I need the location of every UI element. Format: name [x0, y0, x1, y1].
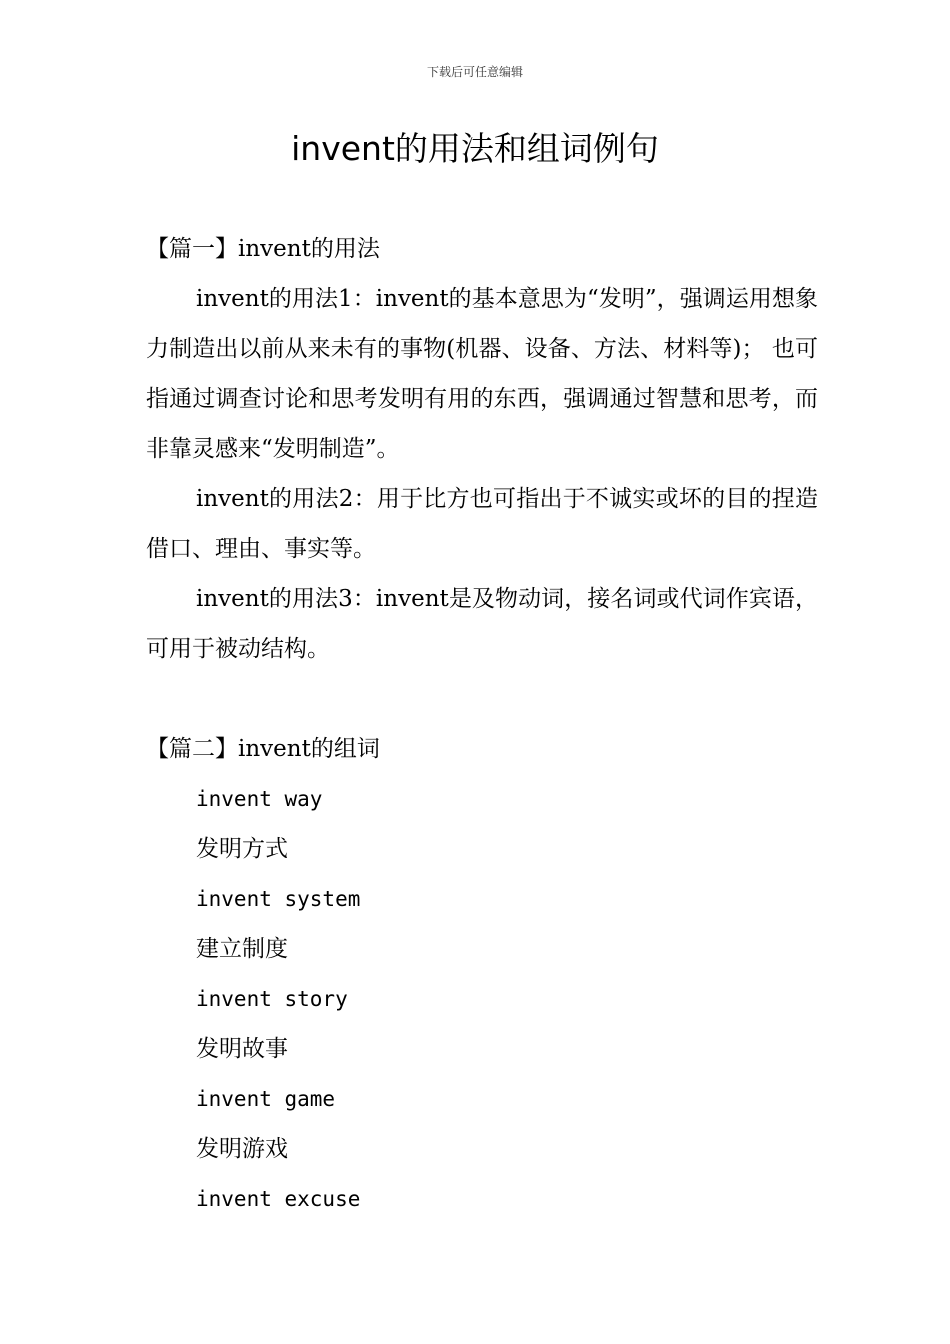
phrase-list [146, 774, 818, 1224]
phrase-english: invent system [196, 887, 361, 911]
phrase-translation: 建立制度 [196, 936, 288, 962]
document-body [146, 224, 818, 1224]
usage-paragraph-2: invent的用法2：用于比方也可指出于不诚实或坏的目的捏造借口、理由、事实等。 [146, 486, 818, 562]
usage-paragraph-3: invent的用法3：invent是及物动词，接名词或代词作宾语，可用于被动结构。 [146, 586, 818, 662]
document-title: invent的用法和组词例句 [291, 129, 659, 168]
page-header-note: 下载后可任意编辑 [426, 65, 523, 79]
section-heading-usage: 【篇一】invent的用法 [146, 236, 380, 262]
usage-paragraph-1: invent的用法1：invent的基本意思为“发明”，强调运用想象力制造出以前从来未有的事物(机器、设备、方法、材料等)； 也可指通过调查讨论和思考发明有用的东西，强调通过智慧和思考，而非靠灵感来“发明制造”。 [146, 286, 818, 462]
phrase-english: invent excuse [196, 1187, 361, 1211]
phrase-translation: 发明故事 [196, 1036, 288, 1062]
section-spacer [146, 674, 818, 724]
phrase-english: invent story [196, 987, 348, 1011]
section-heading-phrases: 【篇二】invent的组词 [146, 736, 380, 762]
phrase-english: invent game [196, 1087, 336, 1111]
phrase-english: invent way [196, 787, 323, 811]
phrase-translation: 发明游戏 [196, 1136, 288, 1162]
phrase-translation: 发明方式 [196, 836, 288, 862]
